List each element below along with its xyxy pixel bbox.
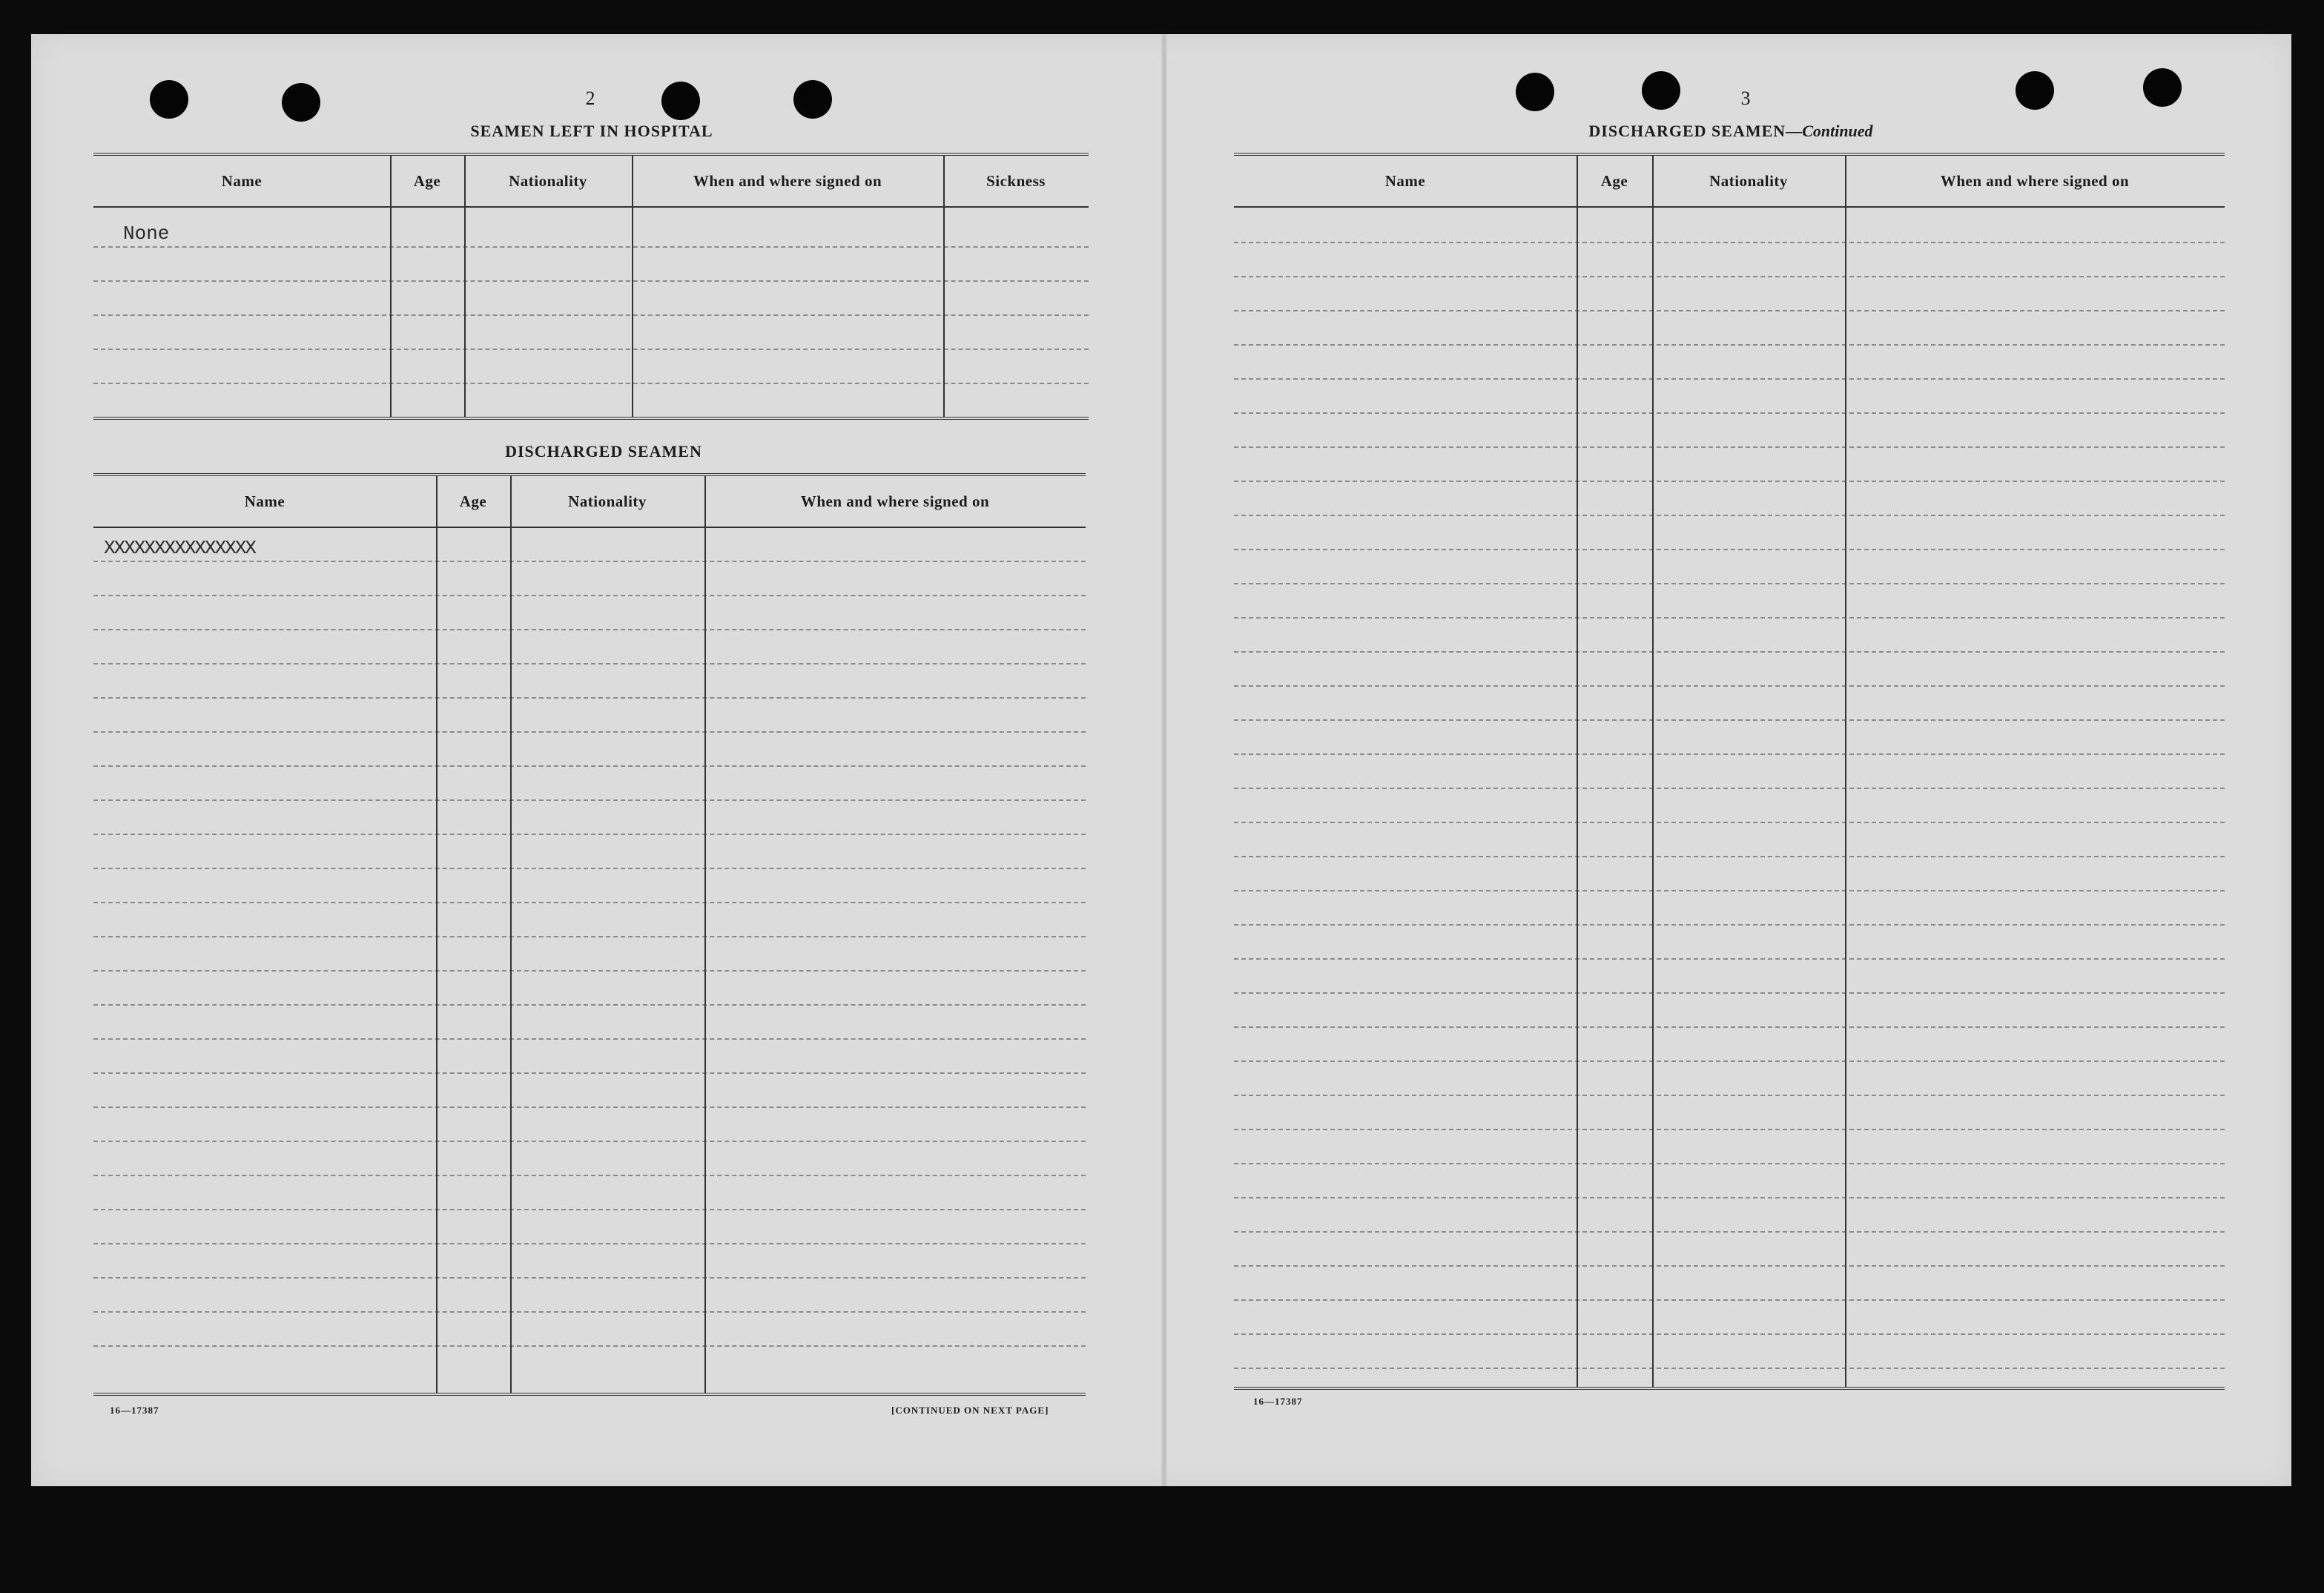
hospital-table xyxy=(93,153,1089,421)
page-fold xyxy=(1161,34,1167,1486)
form-number: 16—17387 xyxy=(110,1405,159,1416)
row-rule xyxy=(93,1038,1086,1040)
column-header-sickness: Sickness xyxy=(986,172,1046,190)
row-rule xyxy=(1234,276,2225,277)
column-divider xyxy=(1577,156,1578,1387)
row-rule xyxy=(93,1141,1086,1142)
row-rule xyxy=(1234,890,2225,891)
row-rule xyxy=(1234,446,2225,448)
row-rule xyxy=(93,595,1086,596)
header-rule xyxy=(93,206,1089,208)
punch-hole xyxy=(793,80,832,119)
row-rule xyxy=(1234,1299,2225,1301)
row-rule xyxy=(93,629,1086,630)
row-rule xyxy=(1234,1095,2225,1096)
row-rule xyxy=(93,731,1086,733)
row-rule xyxy=(93,349,1089,350)
row-rule xyxy=(93,1277,1086,1279)
row-rule xyxy=(1234,992,2225,994)
column-header-name: Name xyxy=(244,492,285,510)
row-rule xyxy=(1234,1026,2225,1028)
row-rule xyxy=(93,1311,1086,1313)
row-rule xyxy=(1234,1061,2225,1062)
column-header-signed-on: When and where signed on xyxy=(800,492,990,510)
header-rule xyxy=(1234,206,2225,208)
row-rule xyxy=(93,868,1086,869)
column-header-name: Name xyxy=(221,172,263,190)
row-rule xyxy=(1234,412,2225,414)
row-rule xyxy=(93,936,1086,937)
row-rule xyxy=(93,1072,1086,1074)
punch-hole xyxy=(2016,71,2054,110)
row-rule xyxy=(93,314,1089,316)
table-bottom-rule xyxy=(93,417,1089,420)
row-rule xyxy=(93,1175,1086,1176)
discharged-table xyxy=(93,473,1086,1400)
row-rule xyxy=(1234,1197,2225,1198)
table-bottom-rule xyxy=(1234,1387,2225,1390)
column-header-age: Age xyxy=(1600,172,1628,190)
page-number: 3 xyxy=(1740,88,1751,109)
column-header-signed-on: When and where signed on xyxy=(693,172,882,190)
row-rule xyxy=(1234,583,2225,584)
hospital-entry-name: None xyxy=(123,222,170,245)
row-rule xyxy=(1234,378,2225,380)
column-divider xyxy=(390,156,392,417)
column-header-nationality: Nationality xyxy=(1709,172,1788,190)
row-rule xyxy=(1234,788,2225,789)
row-rule xyxy=(1234,1163,2225,1164)
column-divider xyxy=(464,156,466,417)
row-rule xyxy=(1234,549,2225,550)
section-title-discharged: DISCHARGED SEAMEN xyxy=(505,442,702,461)
row-rule xyxy=(1234,344,2225,346)
column-header-nationality: Nationality xyxy=(509,172,587,190)
row-rule xyxy=(93,561,1086,562)
row-rule xyxy=(93,902,1086,903)
row-rule xyxy=(93,1004,1086,1006)
section-title-hospital: SEAMEN LEFT IN HOSPITAL xyxy=(470,122,713,140)
row-rule xyxy=(93,1106,1086,1108)
column-header-nationality: Nationality xyxy=(568,492,647,510)
row-rule xyxy=(1234,958,2225,960)
discharged-entry-struck: XXXXXXXXXXXXXXX xyxy=(104,537,256,559)
row-rule xyxy=(1234,924,2225,926)
row-rule xyxy=(1234,310,2225,311)
row-rule xyxy=(93,834,1086,835)
table-top-rule xyxy=(1234,153,2225,156)
row-rule xyxy=(1234,617,2225,619)
row-rule xyxy=(93,1345,1086,1347)
row-rule xyxy=(93,1209,1086,1210)
punch-hole xyxy=(1642,71,1680,110)
column-divider xyxy=(1652,156,1654,1387)
row-rule xyxy=(93,246,1089,248)
row-rule xyxy=(1234,1231,2225,1233)
section-title-discharged-continued xyxy=(1508,122,1953,141)
row-rule xyxy=(1234,651,2225,653)
table-top-rule xyxy=(93,153,1089,156)
punch-hole xyxy=(661,82,700,120)
row-rule xyxy=(1234,515,2225,516)
row-rule xyxy=(1234,856,2225,857)
row-rule xyxy=(1234,1129,2225,1130)
row-rule xyxy=(93,970,1086,972)
row-rule xyxy=(93,1243,1086,1244)
form-number: 16—17387 xyxy=(1253,1396,1303,1407)
section-title-suffix: —Continued xyxy=(1786,122,1873,140)
row-rule xyxy=(1234,822,2225,823)
row-rule xyxy=(93,383,1089,384)
punch-hole xyxy=(282,83,320,122)
table-bottom-rule xyxy=(93,1393,1086,1396)
section-title-text: DISCHARGED SEAMEN xyxy=(1588,122,1786,140)
row-rule xyxy=(93,280,1089,282)
column-divider xyxy=(1845,156,1846,1387)
row-rule xyxy=(1234,1265,2225,1267)
page-number: 2 xyxy=(585,88,595,109)
row-rule xyxy=(93,765,1086,767)
column-divider xyxy=(943,156,945,417)
column-header-signed-on: When and where signed on xyxy=(1940,172,2130,190)
column-header-age: Age xyxy=(459,492,487,510)
column-divider xyxy=(436,476,438,1393)
row-rule xyxy=(1234,1368,2225,1369)
row-rule xyxy=(1234,719,2225,721)
column-header-name: Name xyxy=(1384,172,1426,190)
row-rule xyxy=(1234,685,2225,687)
row-rule xyxy=(93,799,1086,801)
punch-hole xyxy=(2143,68,2182,107)
column-header-age: Age xyxy=(413,172,441,190)
column-divider xyxy=(510,476,512,1393)
table-top-rule xyxy=(93,473,1086,476)
row-rule xyxy=(1234,481,2225,482)
punch-hole xyxy=(150,80,188,119)
header-rule xyxy=(93,527,1086,528)
column-divider xyxy=(704,476,706,1393)
column-divider xyxy=(632,156,633,417)
row-rule xyxy=(1234,753,2225,755)
continued-note: [CONTINUED ON NEXT PAGE] xyxy=(891,1405,1049,1416)
row-rule xyxy=(1234,242,2225,243)
row-rule xyxy=(1234,1333,2225,1335)
discharged-continued-table xyxy=(1234,153,2225,1393)
row-rule xyxy=(93,663,1086,664)
punch-hole xyxy=(1516,73,1554,111)
row-rule xyxy=(93,697,1086,699)
